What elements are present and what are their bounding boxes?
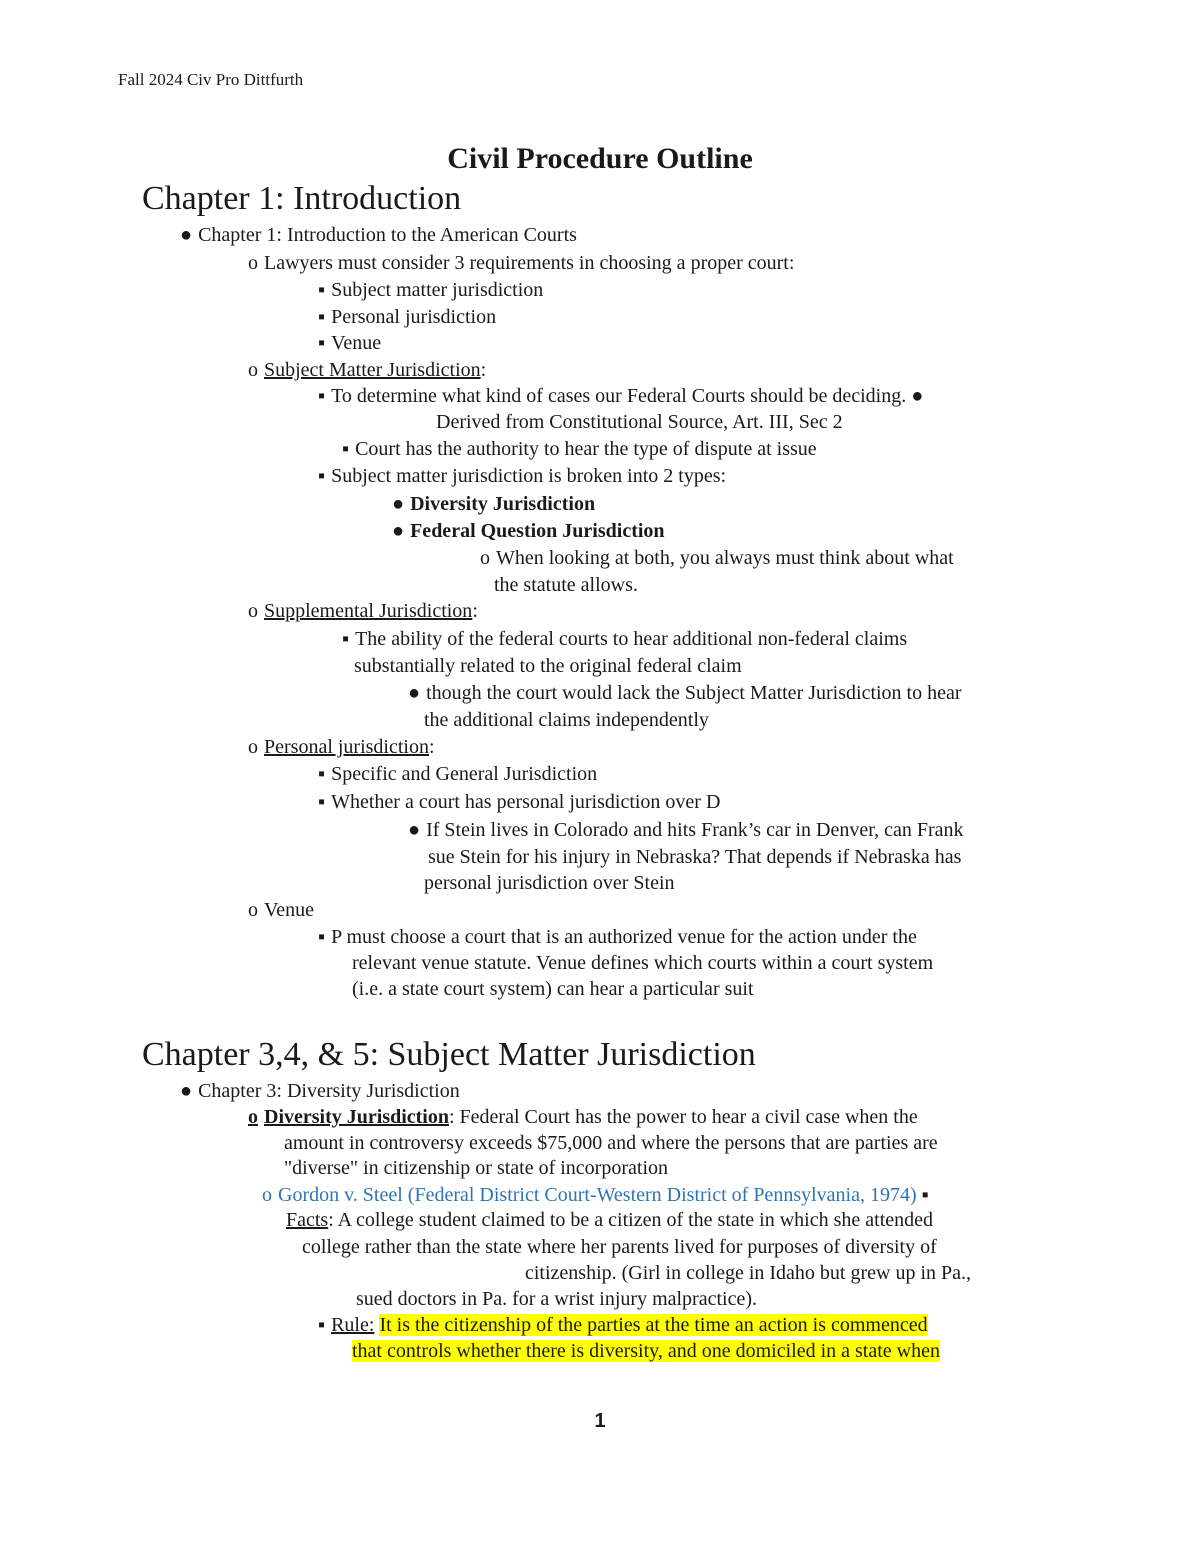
list-item: ● Diversity Jurisdiction bbox=[392, 493, 596, 515]
list-item-continuation: amount in controversy exceeds $75,000 and where the persons that are parties are bbox=[284, 1132, 938, 1154]
list-item-continuation: that controls whether there is diversity, and one domiciled in a state when bbox=[352, 1340, 940, 1362]
square-bullet-icon: ▪ bbox=[318, 465, 326, 487]
list-item: ▪ Subject matter jurisdiction is broken into 2 types: bbox=[318, 465, 727, 487]
circle-bullet-icon: o bbox=[248, 1106, 258, 1128]
disc-bullet-icon: ● bbox=[392, 520, 405, 542]
square-bullet-icon: ▪ bbox=[318, 306, 326, 328]
square-bullet-icon: ▪ bbox=[318, 1314, 326, 1336]
disc-bullet-icon: ● bbox=[180, 1080, 193, 1102]
list-item: ▪ The ability of the federal courts to hear additional non-federal claims bbox=[342, 628, 908, 650]
square-bullet-icon: ▪ bbox=[342, 438, 350, 460]
square-bullet-icon: ▪ bbox=[318, 332, 326, 354]
circle-bullet-icon: o bbox=[248, 359, 258, 381]
square-bullet-icon: ▪ bbox=[318, 385, 326, 407]
list-item-continuation: "diverse" in citizenship or state of incorporation bbox=[284, 1157, 668, 1179]
list-item: o Lawyers must consider 3 requirements in choosing a proper court: bbox=[248, 252, 795, 274]
list-item: ▪ Specific and General Jurisdiction bbox=[318, 763, 598, 785]
circle-bullet-icon: o bbox=[262, 1184, 272, 1206]
list-item: o Supplemental Jurisdiction: bbox=[248, 600, 478, 622]
list-item-continuation: sued doctors in Pa. for a wrist injury malpractice). bbox=[356, 1288, 757, 1310]
list-item: ● Chapter 3: Diversity Jurisdiction bbox=[180, 1080, 460, 1102]
list-item: ▪ Court has the authority to hear the type of dispute at issue bbox=[342, 438, 817, 460]
page-header: Fall 2024 Civ Pro Dittfurth bbox=[118, 70, 304, 89]
list-item: ▪ Rule: It is the citizenship of the parties at the time an action is commenced bbox=[318, 1314, 928, 1336]
list-item: ● though the court would lack the Subject Matter Jurisdiction to hear bbox=[408, 682, 962, 704]
chapter-1-heading: Chapter 1: Introduction bbox=[142, 180, 462, 217]
disc-bullet-icon: ● bbox=[911, 385, 924, 407]
disc-bullet-icon: ● bbox=[180, 224, 193, 246]
list-item: o Diversity Jurisdiction: Federal Court has the power to hear a civil case when the bbox=[248, 1106, 918, 1128]
list-item: o Subject Matter Jurisdiction: bbox=[248, 359, 487, 381]
disc-bullet-icon: ● bbox=[392, 493, 405, 515]
list-item-continuation: sue Stein for his injury in Nebraska? That depends if Nebraska has bbox=[428, 846, 962, 868]
page-number: 1 bbox=[594, 1410, 606, 1432]
list-item-continuation: personal jurisdiction over Stein bbox=[424, 872, 675, 894]
disc-bullet-icon: ● bbox=[408, 819, 421, 841]
list-item-continuation: citizenship. (Girl in college in Idaho but grew up in Pa., bbox=[525, 1262, 972, 1284]
list-item-continuation: Derived from Constitutional Source, Art. III, Sec 2 bbox=[436, 411, 843, 433]
list-item-continuation: (i.e. a state court system) can hear a particular suit bbox=[352, 978, 754, 1000]
list-item: o Personal jurisdiction: bbox=[248, 736, 435, 758]
circle-bullet-icon: o bbox=[248, 600, 258, 622]
square-bullet-icon: ▪ bbox=[318, 279, 326, 301]
square-bullet-icon: ▪ bbox=[342, 628, 350, 650]
list-item: ▪ P must choose a court that is an authorized venue for the action under the bbox=[318, 926, 917, 948]
list-item-continuation: relevant venue statute. Venue defines which courts within a court system bbox=[352, 952, 934, 974]
circle-bullet-icon: o bbox=[480, 547, 490, 569]
list-item: Facts: A college student claimed to be a citizen of the state in which she attended bbox=[286, 1209, 934, 1231]
square-bullet-icon: ▪ bbox=[318, 791, 326, 813]
document-title: Civil Procedure Outline bbox=[447, 142, 753, 175]
chapter-3-heading: Chapter 3,4, & 5: Subject Matter Jurisdiction bbox=[142, 1036, 756, 1073]
list-item-continuation: substantially related to the original federal claim bbox=[354, 655, 742, 677]
disc-bullet-icon: ● bbox=[408, 682, 421, 704]
list-item-continuation: the statute allows. bbox=[494, 574, 638, 596]
list-item: ▪ Personal jurisdiction bbox=[318, 306, 497, 328]
list-item-continuation: the additional claims independently bbox=[424, 709, 709, 731]
list-item: ▪ Venue bbox=[318, 332, 382, 354]
list-item: ▪ Subject matter jurisdiction bbox=[318, 279, 544, 301]
circle-bullet-icon: o bbox=[248, 252, 258, 274]
square-bullet-icon: ▪ bbox=[921, 1184, 929, 1206]
list-item: ▪ Whether a court has personal jurisdiction over D bbox=[318, 791, 721, 813]
list-item: ● Chapter 1: Introduction to the American Courts bbox=[180, 224, 577, 246]
list-item: ● Federal Question Jurisdiction bbox=[392, 520, 665, 542]
circle-bullet-icon: o bbox=[248, 899, 258, 921]
case-citation: o Gordon v. Steel (Federal District Court-Western District of Pennsylvania, 1974) ▪ bbox=[262, 1184, 929, 1206]
square-bullet-icon: ▪ bbox=[318, 926, 326, 948]
list-item: o When looking at both, you always must think about what bbox=[480, 547, 954, 569]
square-bullet-icon: ▪ bbox=[318, 763, 326, 785]
list-item-continuation: college rather than the state where her parents lived for purposes of diversity of bbox=[302, 1236, 937, 1258]
circle-bullet-icon: o bbox=[248, 736, 258, 758]
list-item: ● If Stein lives in Colorado and hits Frank’s car in Denver, can Frank bbox=[408, 819, 964, 841]
list-item: ▪ To determine what kind of cases our Federal Courts should be deciding. ● bbox=[318, 385, 924, 407]
list-item: o Venue bbox=[248, 899, 314, 921]
